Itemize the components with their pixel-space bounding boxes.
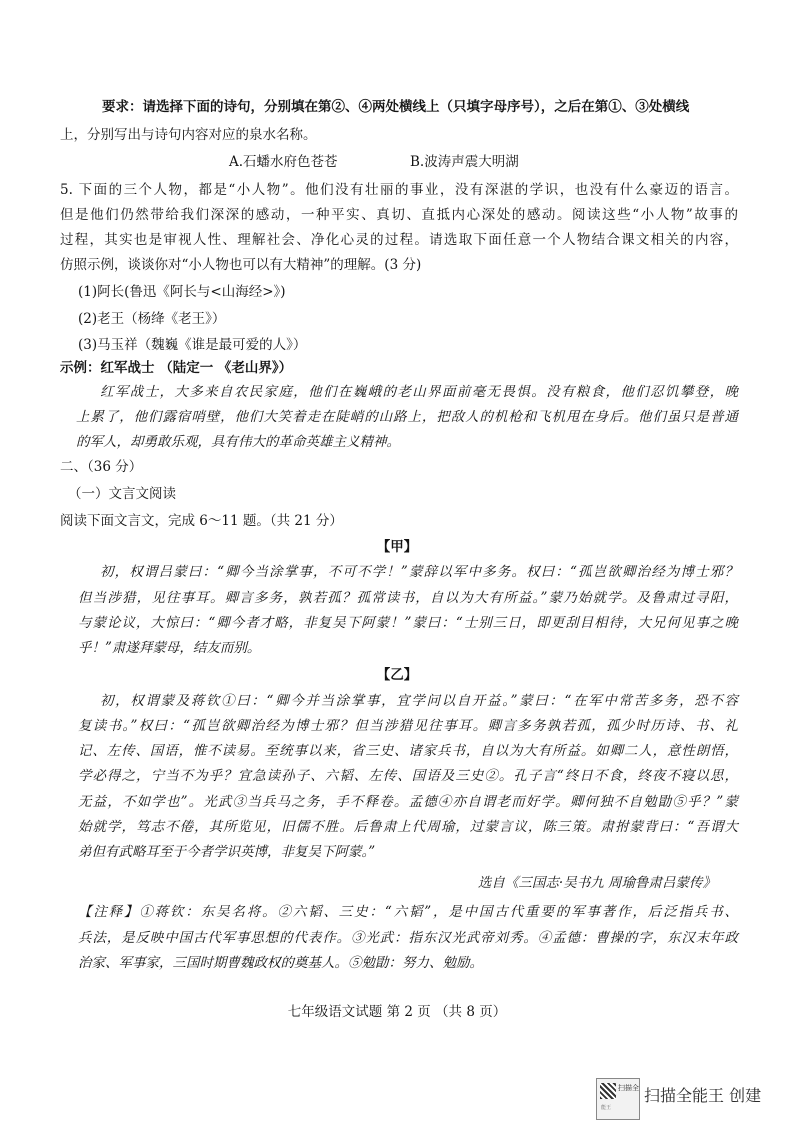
passage-jia-line-3: 与蒙论议，大惊曰：“卿今者才略，非复吴下阿蒙！”蒙曰：“士别三日，即更刮目相待，大兄何见事之晚: [78, 615, 738, 631]
logo-text-top: 扫描全: [618, 1084, 639, 1092]
logo-text-bottom: 能王: [601, 1105, 612, 1111]
notes-line-2: 兵法，是反映中国古代军事思想的代表作。③光武：指东汉光武帝刘秀。④孟德：曹操的字，东汉末年政: [78, 930, 738, 946]
passage-yi-line-6: 始就学，笃志不倦，其所览见，旧儒不胜。后鲁肃上代周瑜，过蒙言议，陈三策。肃拊蒙背曰：“吾谓大: [78, 819, 738, 835]
passage-jia-title: 【甲】: [376, 539, 418, 555]
passage-yi-title: 【乙】: [376, 667, 418, 683]
q5-line-4: 仿照示例，谈谈你对“小人物也可以有大精神”的理解。(3 分): [60, 257, 422, 273]
q4-option-b: B.波涛声震大明湖: [410, 154, 519, 170]
q5-item-3: (3)马玉祥（魏巍《谁是最可爱的人》）: [78, 337, 307, 353]
section-2-heading: 二、（36 分）: [60, 459, 143, 475]
q5-line-2: 但是他们仍然带给我们深深的感动，一种平实、真切、直抵内心深处的感动。阅读这些“小人物”故事的: [60, 207, 738, 223]
q5-item-2: (2)老王（杨绛《老王》）: [78, 311, 226, 327]
qr-code-icon: [600, 1083, 616, 1099]
passage-yi-line-4: 学必得之，宁当不为乎？宜急读孙子、六韬、左传、国语及三史②。孔子言“终日不食，终夜不寝以思，: [78, 768, 738, 784]
section-2-subheading: （一）文言文阅读: [68, 486, 176, 502]
q4-requirement-line-1: 要求：请选择下面的诗句，分别填在第②、④两处横线上（只填字母序号），之后在第①、③处横线: [102, 99, 690, 115]
notes-line-3: 治家、军事家，三国时期曹魏政权的奠基人。⑤勉勖：努力、勉励。: [78, 955, 483, 971]
section-2-instruction: 阅读下面文言文，完成 6～11 题。（共 21 分）: [60, 513, 343, 529]
q5-line-3: 过程，其实也是审视人性、理解社会、净化心灵的过程。请选取下面任意一个人物结合课文相关的内容，: [60, 232, 738, 248]
q5-example-line-1: 红军战士，大多来自农民家庭，他们在巍峨的老山界面前毫无畏惧。没有粮食，他们忍饥攀登，晚: [100, 384, 738, 400]
q4-requirement-line-2: 上，分别写出与诗句内容对应的泉水名称。: [60, 127, 317, 143]
passage-yi-source: 选自《三国志·吴书九 周瑜鲁肃吕蒙传》: [477, 875, 716, 891]
notes-line-1: 【注释】①蒋钦：东吴名将。②六韬、三史：“六韬”，是中国古代重要的军事著作，后泛指兵书、: [78, 904, 738, 920]
passage-jia-line-1: 初，权谓吕蒙曰：“卿今当涂掌事，不可不学！”蒙辞以军中多务。权曰：“孤岂欲卿治经为博士邪？: [100, 564, 738, 580]
q5-example-line-2: 上累了，他们露宿哨壁，他们大笑着走在陡峭的山路上，把敌人的机枪和飞机甩在身后。他们虽只是普通: [76, 409, 738, 425]
q5-item-1: (1)阿长(鲁迅《阿长与<山海经>》): [78, 284, 286, 300]
passage-yi-line-1: 初，权谓蒙及蒋钦①曰：“卿今并当涂掌事，宜学问以自开益。”蒙曰：“在军中常苦多务，恐不容: [100, 693, 738, 709]
q5-line-1: 5. 下面的三个人物，都是“小人物”。他们没有壮丽的事业，没有深湛的学识，也没有什么豪迈的语言。: [60, 182, 738, 198]
passage-yi-line-7: 弟但有武略耳至于今者学识英博，非复吴下阿蒙。”: [78, 844, 376, 860]
passage-yi-line-2: 复读书。”权曰：“孤岂欲卿治经为博士邪？但当涉猎见往事耳。卿言多务孰若孤，孤少时历诗、书、礼: [78, 718, 738, 734]
passage-yi-line-5: 无益，不如学也”。光武③当兵马之务，手不释卷。孟德④亦自谓老而好学。卿何独不自勉勖⑤乎？”蒙: [78, 794, 738, 810]
q5-example-label: 示例：红军战士 （陆定一 《老山界》）: [60, 360, 293, 376]
q4-option-a: A.石蟠水府色苍苍: [229, 154, 338, 170]
passage-yi-line-3: 记、左传、国语，惟不读易。至统事以来，省三史、诸家兵书，自以为大有所益。如卿二人，意性朗悟，: [78, 743, 738, 759]
q5-example-line-3: 的军人，却勇敢乐观，具有伟大的革命英雄主义精神。: [76, 434, 400, 450]
page-footer: 七年级语文试题 第 2 页 （共 8 页）: [287, 1004, 507, 1020]
passage-jia-line-4: 乎！”肃遂拜蒙母，结友而别。: [78, 640, 261, 656]
scanner-watermark-text: 扫描全能王 创建: [644, 1086, 762, 1105]
scanner-logo-icon: [596, 1078, 640, 1120]
passage-jia-line-2: 但当涉猎，见往事耳。卿言多务，孰若孤？孤常读书，自以为大有所益。”蒙乃始就学。及鲁肃过寻阳，: [78, 590, 738, 606]
